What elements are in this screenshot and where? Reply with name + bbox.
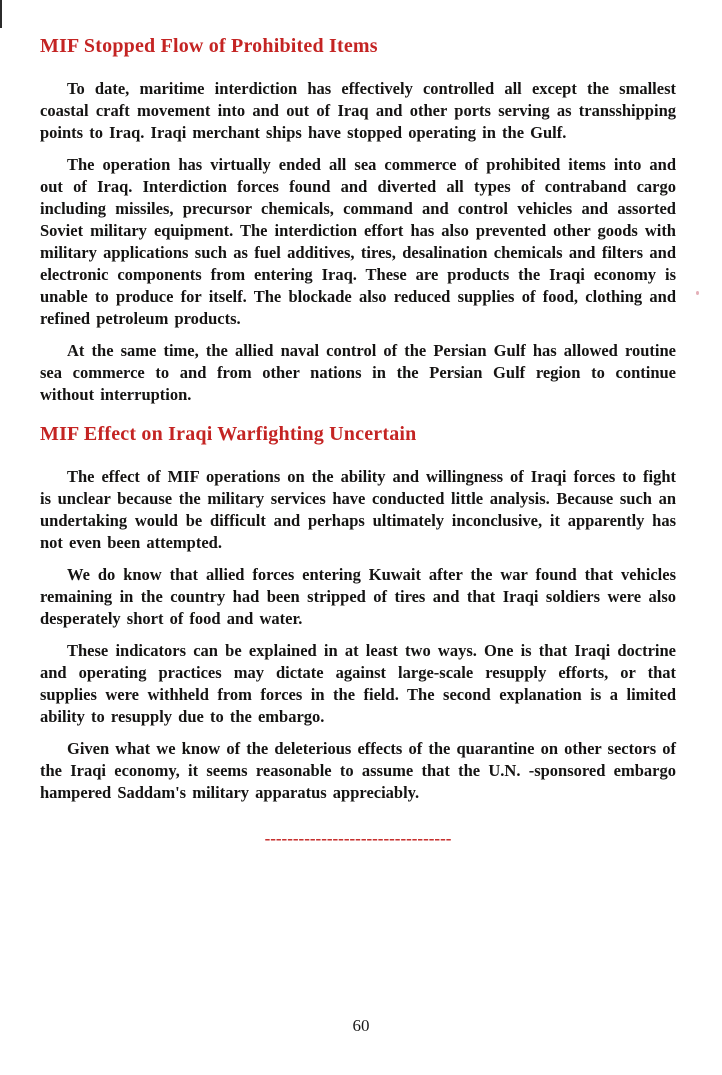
paragraph: At the same time, the allied naval control of the Persian Gulf has allowed routine sea commerce to and from other nations in the Persian Gulf region to continue without interruption. — [40, 341, 676, 404]
paragraph: Given what we know of the deleterious effects of the quarantine on other sectors of the Iraqi economy, it seems reasonable to assume that the U.N. -sponsored embargo hampered Saddam's military apparatus appreciably. — [40, 739, 676, 802]
dashed-separator: --------------------------------- — [264, 829, 452, 848]
paragraph: These indicators can be explained in at least two ways. One is that Iraqi doctrine and operating practices may dictate against large-scale resupply efforts, or that supplies were withheld from forces in the field. The second explanation is a limited ability to resupply due to the embargo. — [40, 641, 676, 726]
scan-artifact-dot — [696, 291, 699, 295]
paragraph: The effect of MIF operations on the ability and willingness of Iraqi forces to fight is unclear because the military services have conducted little analysis. Because such an undertaking would be difficult and perhaps ultimately inconclusive, it apparently has not even been attempted. — [40, 467, 676, 552]
page-number: 60 — [352, 1016, 370, 1035]
paragraph: The operation has virtually ended all sea commerce of prohibited items into and out of Iraq. Interdiction forces found and diverted all types of contraband cargo including missiles, precursor chemicals, command and control vehicles and assorted Soviet military equipment. The interdiction effort has also prevented other goods with military applications such as fuel additives, tires, desalination chemicals and filters and electronic components from entering Iraq. These are products the Iraqi economy is unable to produce for itself. The blockade also reduced supplies of food, clothing and refined petroleum products. — [40, 155, 676, 328]
section-heading-mif-effect: MIF Effect on Iraqi Warfighting Uncertain — [40, 423, 417, 445]
paragraph: To date, maritime interdiction has effectively controlled all except the smallest coastal craft movement into and out of Iraq and other ports serving as transshipping points to Iraq. Iraqi merchant ships have stopped operating in the Gulf. — [40, 79, 676, 142]
paragraph: We do know that allied forces entering Kuwait after the war found that vehicles remaining in the country had been stripped of tires and that Iraqi soldiers were also desperately short of food and water. — [40, 565, 676, 628]
section-heading-mif-stopped-flow: MIF Stopped Flow of Prohibited Items — [40, 35, 378, 57]
scan-edge-artifact — [0, 0, 2, 28]
